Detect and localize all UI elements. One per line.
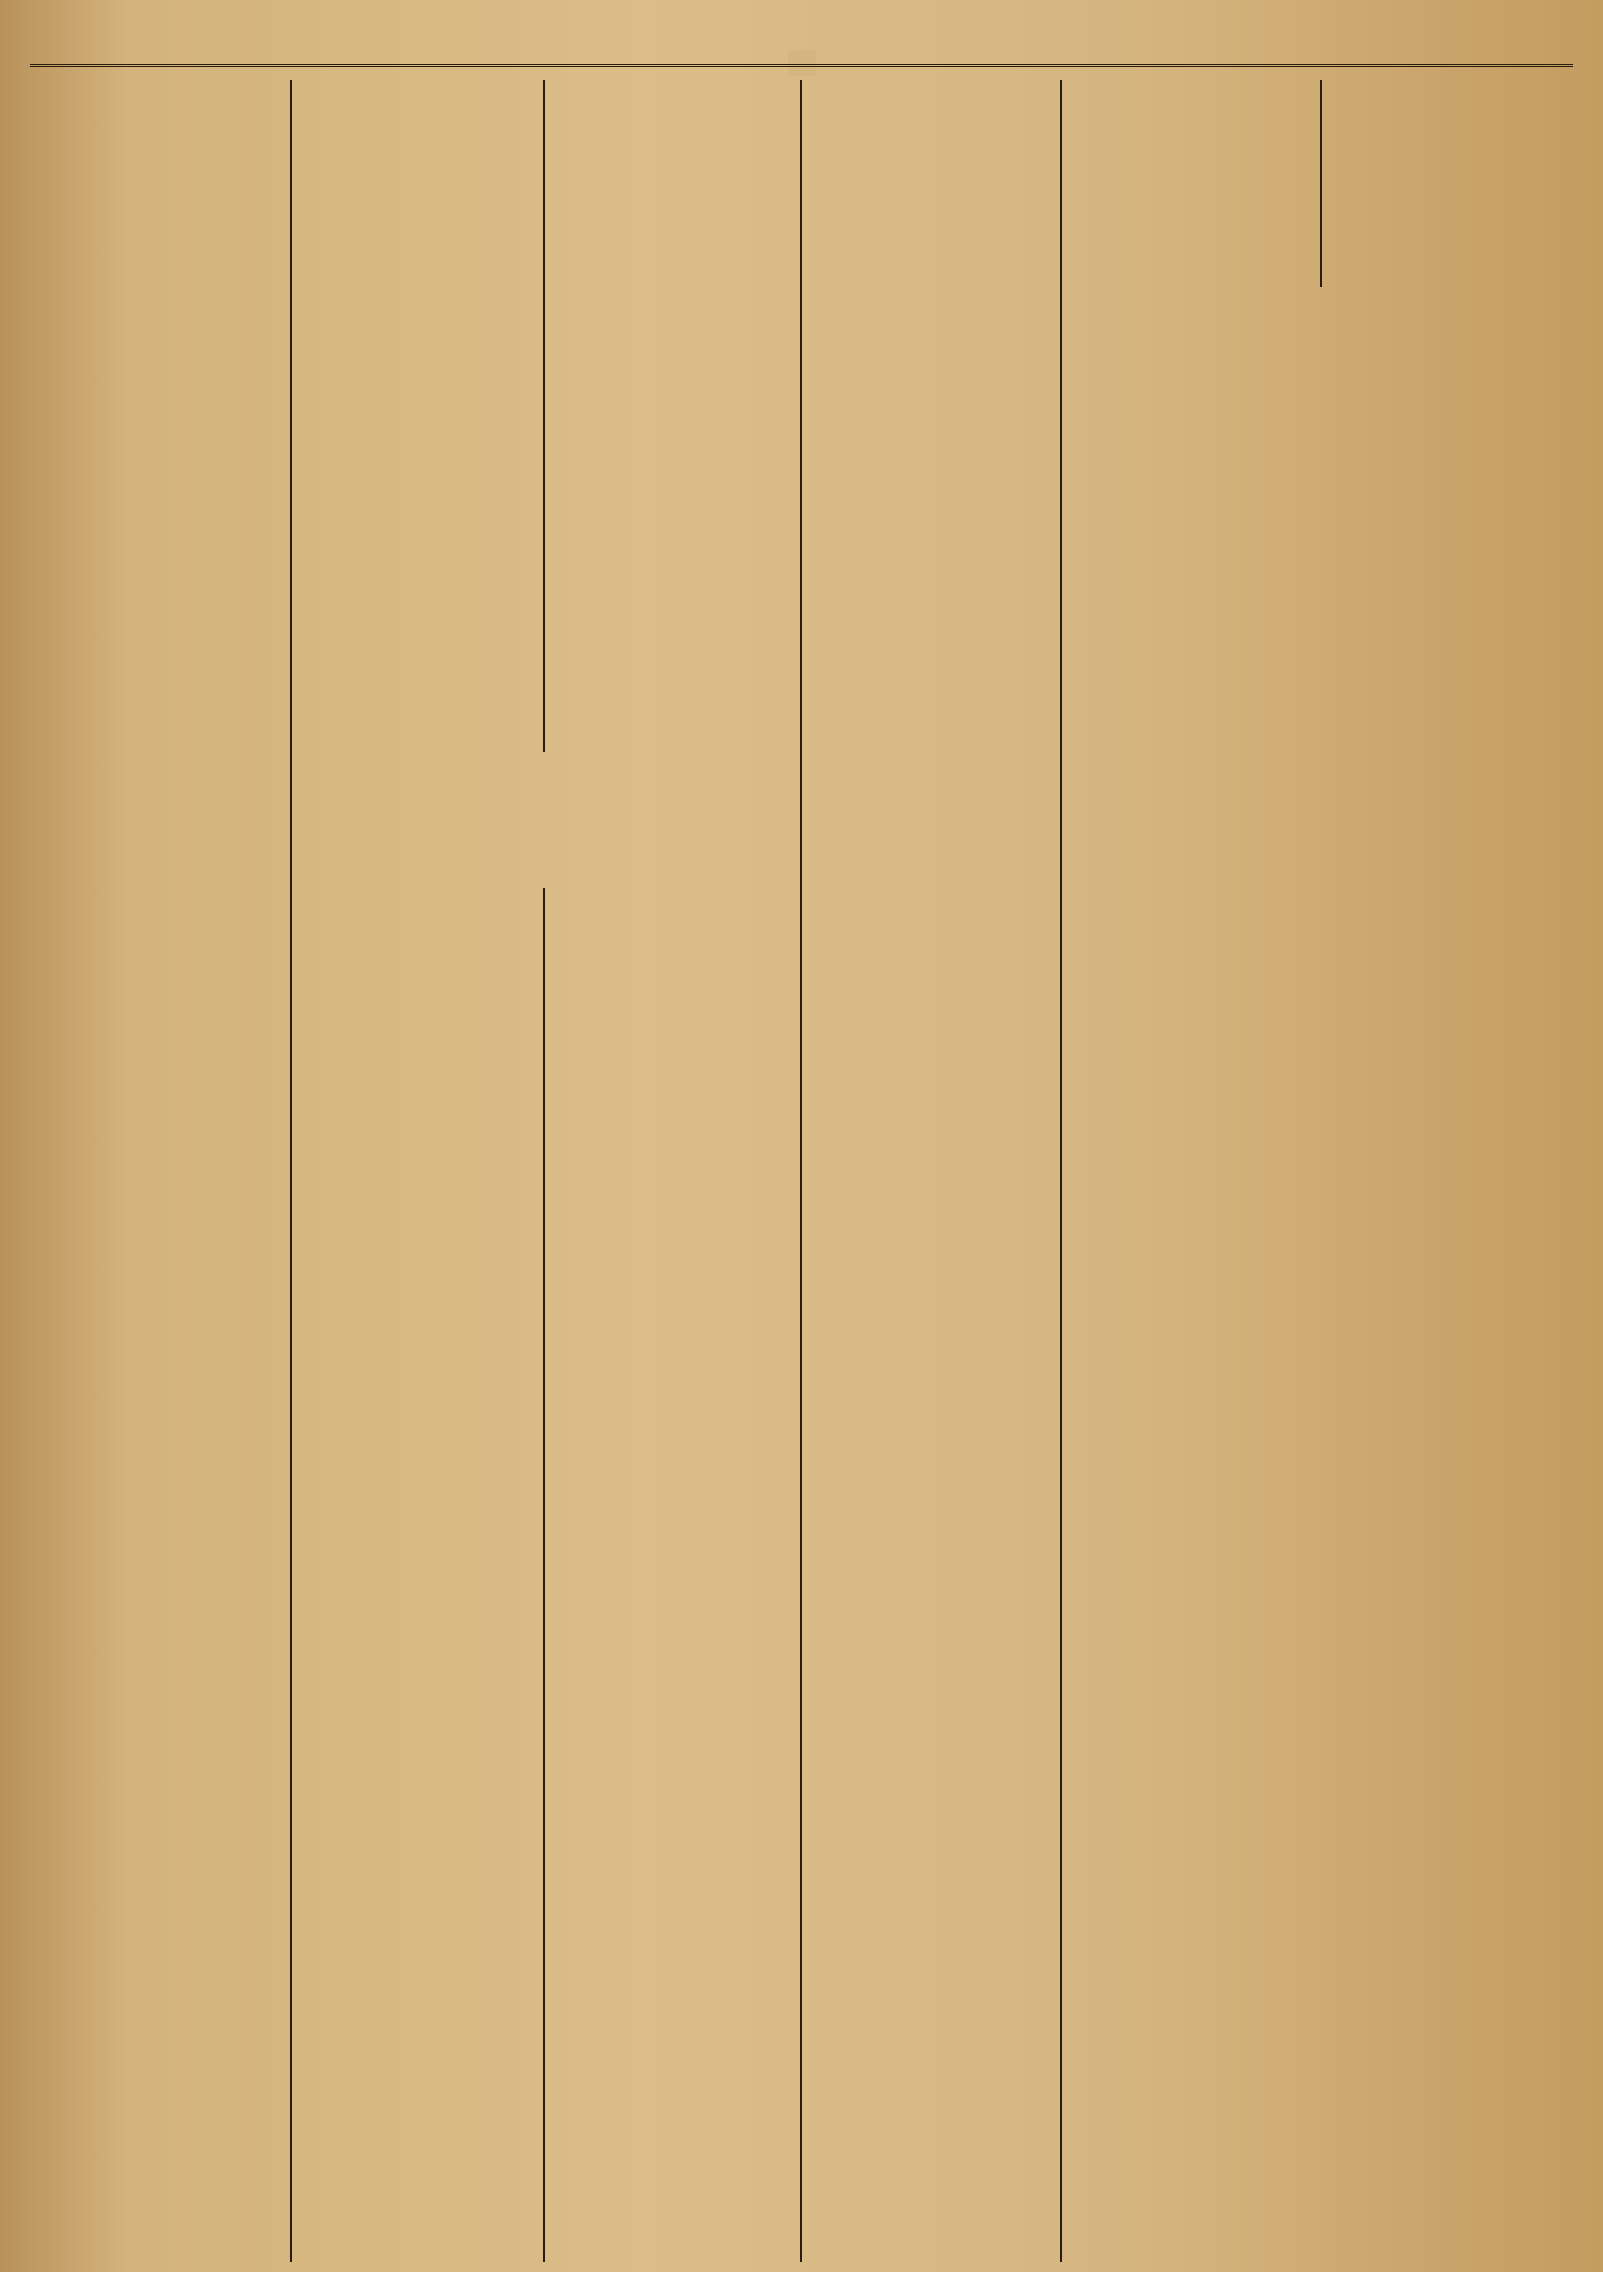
telegraph-banner [298,748,795,888]
column-local [36,80,284,2250]
column-rule [1060,80,1062,2262]
column-rule [800,80,802,2262]
header-rule [30,64,1573,67]
column-ads [1066,80,1574,2255]
column-politics [298,990,538,2260]
column-news-top [298,80,538,740]
column-telegrams [550,895,795,2260]
column-national [806,80,1054,2250]
column-rule [543,888,545,2262]
column-rule [543,80,545,752]
column-rule [290,80,292,2262]
masthead [0,50,1603,76]
column-bank [550,80,795,740]
